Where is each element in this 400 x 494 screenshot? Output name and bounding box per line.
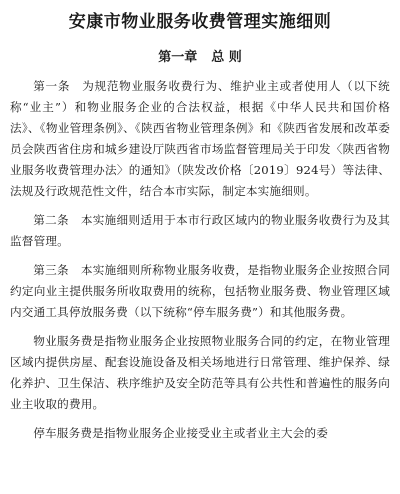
document-title: 安康市物业服务收费管理实施细则: [68, 12, 332, 32]
article-3-text: 本实施细则所称物业服务收费，是指物业服务企业按照合同约定向业主提供服务所收取费用的统称，包括物业服务费、物业管理区域内交通工具停放服务费（以下统称“停车服务费”）和其他服务费。: [10, 263, 390, 319]
article-3-number: 第三条: [33, 263, 69, 277]
article-1-number: 第一条: [33, 79, 71, 93]
article-1-text: 为规范物业服务收费行为、维护业主或者使用人（以下统称“业主”）和物业服务企业的合法权益，根据《中华人民共和国价格法》、《物业管理条例》、《陕西省物业管理条例》和《陕西省发展和改革委员会陕西省住房和城乡建设厅陕西省市场监督管理局关于印发〈陕西省物业服务收费管理办法〉的通知》（陕发改价格〔2019〕924号）等法律、法规及行政规范性文件，结合本市实际，制定本实施细则。: [10, 79, 390, 198]
article-2: [10, 210, 390, 252]
chapter-heading: [10, 48, 390, 68]
chapter-name: 总 则: [211, 50, 242, 65]
article-2-number: 第二条: [33, 213, 69, 227]
paragraph-parking-service-fee: 停车服务费是指物业服务企业接受业主或者业主大会的委: [33, 426, 329, 440]
chapter-number: 第一章: [158, 50, 198, 65]
paragraph-property-service-fee: 物业服务费是指物业服务企业按照物业服务合同的约定，在物业管理区域内提供房屋、配套设施设备及相关场地进行日常管理、维护保养、绿化养护、卫生保洁、秩序维护及安全防范等具有公共性和普遍性的服务向业主收取的费用。: [10, 334, 390, 411]
article-1: [10, 76, 390, 202]
article-2-text: 本实施细则适用于本市行政区域内的物业服务收费行为及其监督管理。: [10, 213, 390, 248]
article-3: [10, 260, 390, 323]
